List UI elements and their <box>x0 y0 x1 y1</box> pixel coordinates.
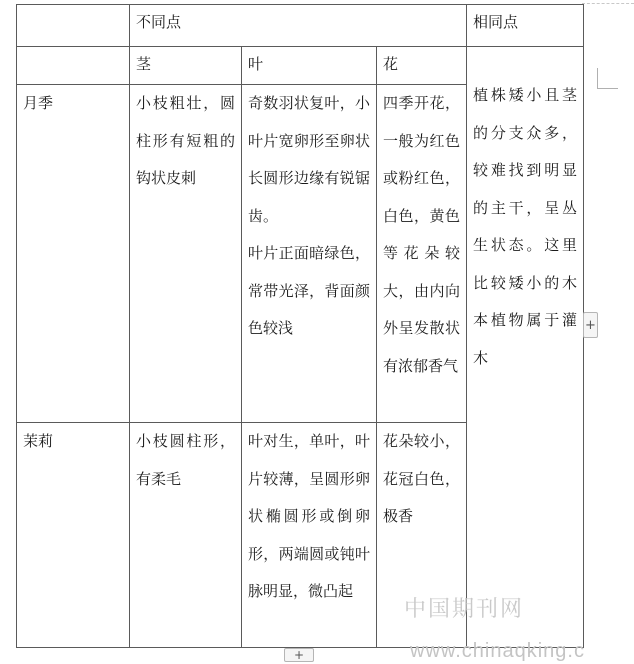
flower-text: 花朵较小，花冠白色，极香 <box>383 432 461 525</box>
stem-cell[interactable] <box>130 85 242 423</box>
same-points-text: 植株矮小且茎的分支众多，较难找到明显的主干，呈丛生状态。这里比较矮小的木本植物属于灌木 <box>473 86 578 367</box>
leaf-cell[interactable] <box>242 423 377 648</box>
same-header-cell[interactable] <box>467 5 584 47</box>
flower-text: 四季开花，一般为红色或粉红色，白色，黄色等花朵较大，由内向外呈发散状有浓郁香气 <box>383 94 461 375</box>
leaf-text-paragraph: 叶片正面暗绿色，常带光泽，背面颜色较浅 <box>248 244 370 337</box>
flower-header-label: 花 <box>383 55 399 73</box>
corner-cell[interactable] <box>17 5 130 47</box>
leaf-text-paragraph: 叶对生，单叶，叶片较薄，呈圆形卵状椭圆形或倒卵形，两端圆或钝叶脉明显，微凸起 <box>248 432 370 600</box>
row-name-yueji: 月季 <box>23 94 54 112</box>
watermark-logo-text: 中国期刊网 <box>404 597 525 622</box>
row-name-cell[interactable] <box>17 85 130 423</box>
comparison-table[interactable] <box>16 4 584 648</box>
page-edge-dash <box>582 3 634 4</box>
stem-cell[interactable] <box>130 423 242 648</box>
watermark-url-text: www.chinaqking.c <box>410 640 585 662</box>
flower-header-cell[interactable] <box>377 47 467 85</box>
empty-subheader-cell[interactable] <box>17 47 130 85</box>
same-points-cell[interactable] <box>467 47 584 648</box>
stem-text: 小枝粗壮，圆柱形有短粗的钩状皮刺 <box>136 94 235 187</box>
table-header-row <box>17 5 584 47</box>
add-column-button[interactable]: + <box>583 312 598 338</box>
leaf-header-label: 叶 <box>248 55 264 73</box>
stem-header-cell[interactable] <box>130 47 242 85</box>
row-name-cell[interactable] <box>17 423 130 648</box>
leaf-header-cell[interactable] <box>242 47 377 85</box>
margin-corner-mark <box>597 68 618 89</box>
same-header-label: 相同点 <box>473 13 519 31</box>
diff-header-cell[interactable] <box>130 5 467 47</box>
add-row-button[interactable]: + <box>284 648 314 662</box>
table-subheader-row <box>17 47 584 85</box>
diff-header-label: 不同点 <box>136 13 182 31</box>
row-name-moli: 茉莉 <box>23 432 54 450</box>
leaf-cell[interactable] <box>242 85 377 423</box>
flower-cell[interactable] <box>377 85 467 423</box>
stem-text: 小枝圆柱形，有柔毛 <box>136 432 235 488</box>
leaf-text-paragraph: 奇数羽状复叶，小叶片宽卵形至卵状长圆形边缘有锐锯齿。 <box>248 94 370 225</box>
stem-header-label: 茎 <box>136 55 152 73</box>
